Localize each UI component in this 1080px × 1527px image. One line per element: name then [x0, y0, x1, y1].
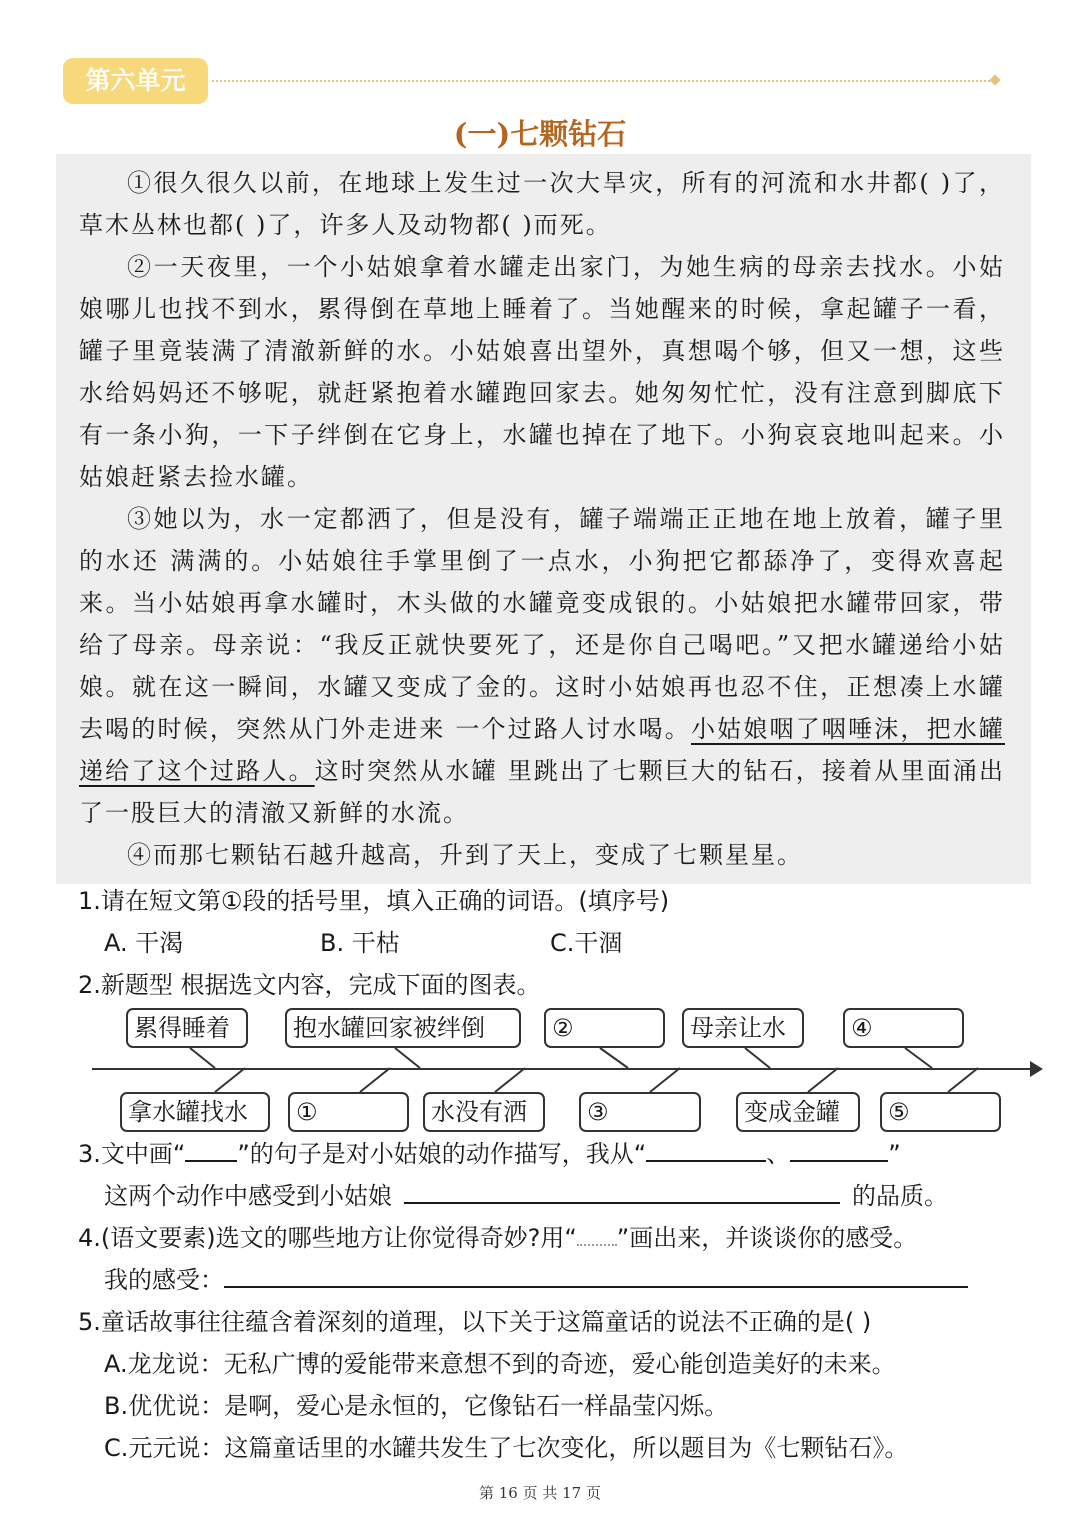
paragraph-4: ④而那七颗钻石越升越高，升到了天上，变成了七颗星星。: [127, 841, 803, 869]
chart-box-top-2: 抱水罐回家被绊倒: [285, 1008, 521, 1048]
chart-box-bottom-3: 水没有洒: [423, 1092, 545, 1132]
q3-text-c: 、: [766, 1140, 791, 1168]
q3-text-b: ”的句子是对小姑娘的动作描写，我从“: [237, 1140, 647, 1168]
q3-blank-2[interactable]: [790, 1134, 888, 1162]
q4-label: 我的感受：: [104, 1266, 224, 1294]
chart-box-bottom-4-blank[interactable]: ③: [579, 1092, 701, 1132]
chart-box-bottom-6-blank[interactable]: ⑤: [880, 1092, 1001, 1132]
chart-box-top-1: 累得睡着: [126, 1008, 248, 1048]
paragraph-3-text-b: 这时突然从水罐 里跳出了七颗巨大的钻石，接着从里面涌出了一股巨大的清澈又新鲜的水流。: [79, 757, 1005, 827]
question-3-line-1: [78, 1133, 901, 1175]
arrow-right-icon: [1030, 1061, 1043, 1077]
q3-blank-3[interactable]: [404, 1176, 840, 1204]
q1-option-c: C.干涸: [550, 929, 623, 957]
question-4-line-2: [104, 1259, 968, 1301]
underlined-sentence: 小姑娘咽了咽唾沫，把水罐递给了这个过路人。: [79, 715, 1005, 785]
q3-text-d: ”: [888, 1140, 901, 1168]
question-1: 1.请在短文第①段的括号里，填入正确的词语。(填序号): [78, 887, 670, 915]
fishbone-axis: [92, 1068, 1034, 1070]
q4-wavy-line-sample: [577, 1222, 617, 1246]
q4-text-a: 4.(语文要素)选文的哪些地方让你觉得奇妙?用“: [78, 1224, 577, 1252]
q4-answer-line[interactable]: [224, 1260, 968, 1288]
q1-option-a: A. 干渴: [104, 929, 184, 957]
question-5: 5.童话故事往往蕴含着深刻的道理，以下关于这篇童话的说法不正确的是( ): [78, 1308, 872, 1336]
page-footer: 第 16 页 共 17 页: [478, 1484, 601, 1502]
q3-text-e: 这两个动作中感受到小姑娘: [104, 1182, 392, 1210]
paragraph-3-text-a: ③她以为，水一定都洒了，但是没有，罐子端端正正地在地上放着，罐子里的水还 满满的。小姑娘往手掌里倒了一点水，小狗把它都舔净了，变得欢喜起来。当小姑娘再拿水罐时，木头做的水罐竟变成银的。小姑娘把水罐带回家，带给了母亲。母亲说：“我反正就快要死了，还是你自己喝吧。”又把水罐递给小姑娘。就在这一瞬间，水罐又变成了金的。这时小姑娘再也忍不住，正想凑上水罐去喝的时候，突然从门外走进来 一个过路人讨水喝。: [79, 505, 1005, 743]
q5-option-c: C.元元说：这篇童话里的水罐共发生了七次变化，所以题目为《七颗钻石》。: [104, 1434, 909, 1462]
chart-box-bottom-1: 拿水罐找水: [120, 1092, 270, 1132]
unit-badge: 第六单元: [63, 58, 208, 104]
q4-text-b: ”画出来，并谈谈你的感受。: [616, 1224, 918, 1252]
chart-box-top-3-blank[interactable]: ②: [544, 1008, 665, 1048]
chart-box-top-4: 母亲让水: [682, 1008, 804, 1048]
q3-blank-1[interactable]: [646, 1134, 766, 1162]
paragraph-1: ①很久很久以前，在地球上发生过一次大旱灾，所有的河流和水井都( )了，草木丛林也都( )了，许多人及动物都( )而死。: [79, 169, 1005, 239]
chart-box-bottom-2-blank[interactable]: ①: [288, 1092, 409, 1132]
question-3-line-2: [104, 1175, 948, 1217]
q3-text-f: 的品质。: [852, 1182, 948, 1210]
q5-option-b: B.优优说：是啊，爱心是永恒的，它像钻石一样晶莹闪烁。: [104, 1392, 729, 1420]
chart-box-bottom-5: 变成金罐: [736, 1092, 860, 1132]
question-2: 2.新题型 根据选文内容，完成下面的图表。: [78, 971, 541, 999]
question-4-line-1: [78, 1217, 917, 1259]
q1-option-b: B. 干枯: [320, 929, 400, 957]
q5-option-a: A.龙龙说：无私广博的爱能带来意想不到的奇迹，爱心能创造美好的未来。: [104, 1350, 896, 1378]
q3-text-a: 3.文中画“: [78, 1140, 186, 1168]
chart-box-top-5-blank[interactable]: ④: [843, 1008, 964, 1048]
passage-title: (一)七颗钻石: [453, 117, 627, 151]
q3-underline-sample: [185, 1134, 237, 1162]
paragraph-2: ②一天夜里，一个小姑娘拿着水罐走出家门，为她生病的母亲去找水。小姑娘哪儿也找不到水，累得倒在草地上睡着了。当她醒来的时候，拿起罐子一看，罐子里竟装满了清澈新鲜的水。小姑娘喜出望外，真想喝个够，但又一想，这些水给妈妈还不够呢，就赶紧抱着水罐跑回家去。她匆匆忙忙，没有注意到脚底下有一条小狗，一下子绊倒在它身上，水罐也掉在了地下。小狗哀哀地叫起来。小姑娘赶紧去捡水罐。: [79, 253, 1005, 491]
